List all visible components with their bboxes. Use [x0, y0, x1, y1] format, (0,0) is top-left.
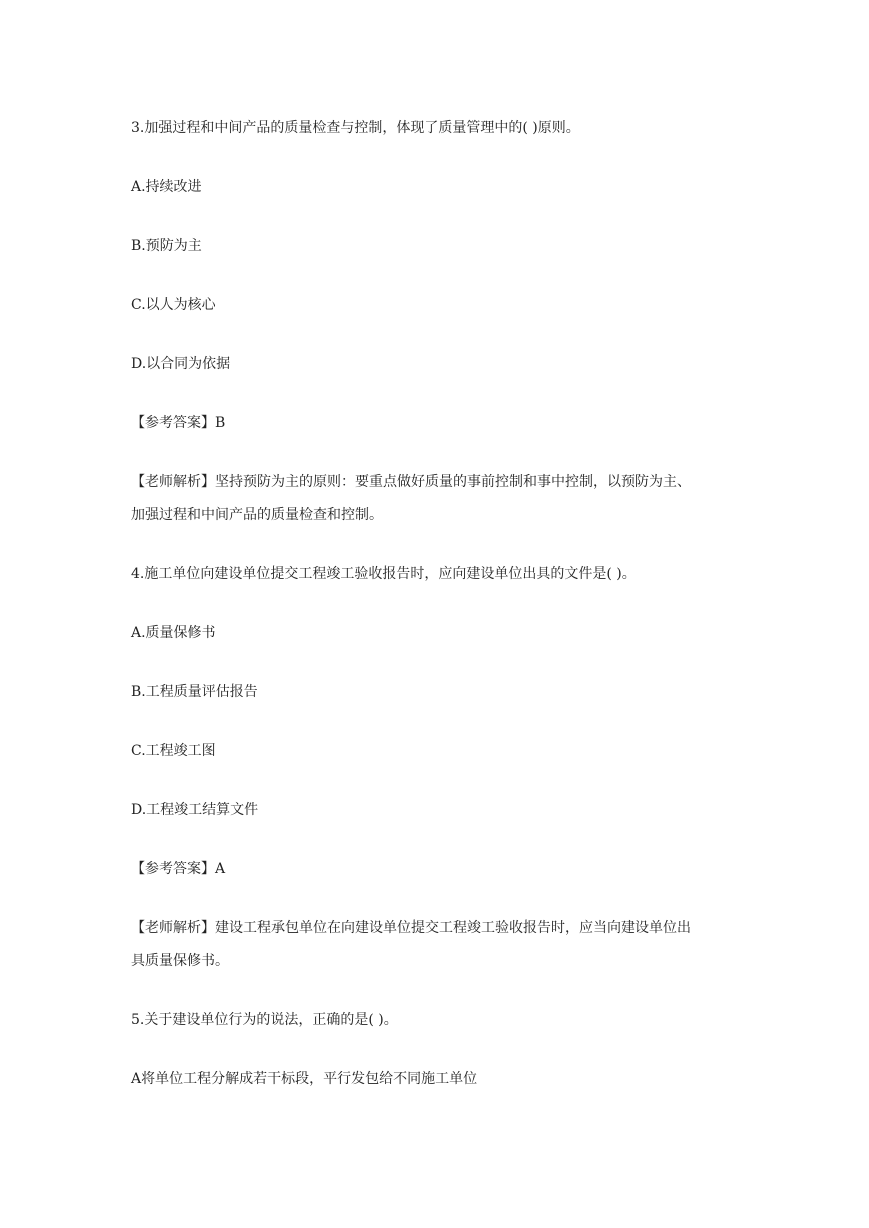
question-4-option-d: D.工程竣工结算文件 — [131, 802, 259, 818]
question-3-analysis-line-2: 加强过程和中间产品的质量检查和控制。 — [131, 507, 383, 523]
question-5-stem: 5.关于建设单位行为的说法，正确的是( )。 — [131, 1012, 398, 1028]
question-3-option-c: C.以人为核心 — [131, 297, 216, 313]
question-3-option-b: B.预防为主 — [131, 238, 202, 254]
question-3-option-a: A.持续改进 — [131, 179, 202, 195]
question-4-analysis-line-2: 具质量保修书。 — [131, 953, 229, 969]
question-3-stem: 3.加强过程和中间产品的质量检查与控制，体现了质量管理中的( )原则。 — [131, 120, 580, 136]
question-3-option-d: D.以合同为依据 — [131, 356, 231, 372]
question-4-option-c: C.工程竣工图 — [131, 743, 216, 759]
question-4-stem: 4.施工单位向建设单位提交工程竣工验收报告时，应向建设单位出具的文件是( )。 — [131, 566, 636, 582]
question-4-answer: 【参考答案】A — [131, 861, 226, 877]
question-5-option-a: A将单位工程分解成若干标段，平行发包给不同施工单位 — [131, 1071, 478, 1087]
question-4-analysis-line-1: 【老师解析】建设工程承包单位在向建设单位提交工程竣工验收报告时，应当向建设单位出 — [131, 920, 691, 936]
question-3-answer: 【参考答案】B — [131, 415, 226, 431]
question-4-option-a: A.质量保修书 — [131, 625, 216, 641]
question-4-option-b: B.工程质量评估报告 — [131, 684, 258, 700]
question-3-analysis-line-1: 【老师解析】坚持预防为主的原则：要重点做好质量的事前控制和事中控制，以预防为主、 — [131, 474, 691, 490]
